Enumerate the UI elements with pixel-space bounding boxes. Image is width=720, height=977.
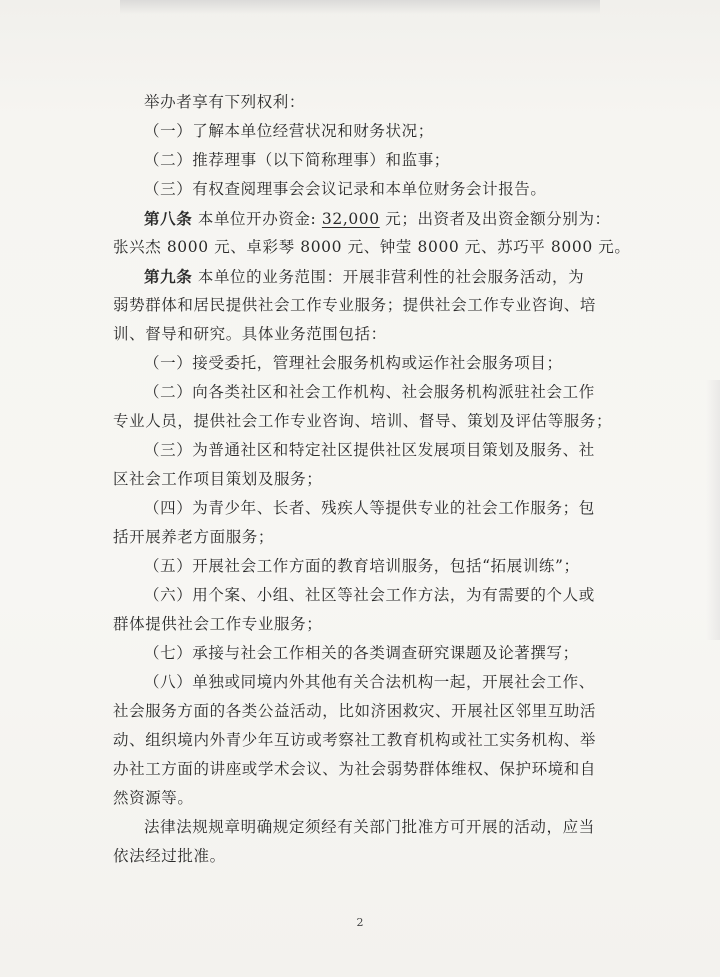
page-number: 2 [356,916,364,929]
article-8-text-cont: 元；出资者及出资金额分别为： [379,210,611,228]
paragraph-line: 然资源等。 [113,789,194,807]
paragraph-line: 弱势群体和居民提供社会工作专业服务；提供社会工作专业咨询、培 [113,296,597,314]
paragraph-line: 动、组织境内外青少年互访或考察社工教育机构或社工实务机构、举 [113,731,597,749]
list-item: （六）用个案、小组、社区等社会工作方法，为有需要的个人或 [144,586,595,604]
paragraph-line: 训、督导和研究。具体业务范围包括： [113,325,387,343]
list-item: （八）单独或同境内外其他有关合法机构一起，开展社会工作、 [144,673,595,691]
paragraph-line: 社会服务方面的各类公益活动，比如济困救灾、开展社区邻里互助活 [113,702,597,720]
list-item: （二）推荐理事（以下简称理事）和监事； [144,151,450,169]
funding-amount: 32,000 [321,210,380,228]
paragraph-line: 举办者享有下列权利： [144,93,306,111]
article-8-line [113,204,613,233]
paragraph-line: 办社工方面的讲座或学术会议、为社会弱势群体维权、保护环境和自 [113,760,597,778]
paragraph-line: 群体提供社会工作专业服务； [113,615,323,633]
list-item: （四）为青少年、长者、残疾人等提供专业的社会工作服务；包 [144,499,595,517]
paragraph-line: 区社会工作项目策划及服务； [113,470,323,488]
list-item: （一）了解本单位经营状况和财务状况； [144,122,434,140]
article-9-heading: 第九条 [144,267,193,286]
scan-bleed-top [120,0,600,14]
list-item: （五）开展社会工作方面的教育培训服务，包括“拓展训练”； [144,557,580,575]
paragraph-line: 张兴杰 8000 元、卓彩琴 8000 元、钟莹 8000 元、苏巧平 8000 元。 [113,238,631,256]
article-8-text: 本单位开办资金: [192,210,322,228]
list-item: （三）有权查阅理事会会议记录和本单位财务会计报告。 [144,180,547,198]
paragraph-line: 括开展养老方面服务； [113,528,275,546]
document-body [113,88,631,871]
paragraph-line: 专业人员，提供社会工作专业咨询、培训、督导、策划及评估等服务； [113,412,613,430]
paragraph-line: 法律法规规章明确规定须经有关部门批准方可开展的活动，应当 [144,818,595,836]
article-9-line [113,262,613,291]
scan-bleed-right [706,380,720,640]
list-item: （七）承接与社会工作相关的各类调查研究课题及论著撰写； [144,644,579,662]
list-item: （二）向各类社区和社会工作机构、社会服务机构派驻社会工作 [144,383,595,401]
article-8-heading: 第八条 [144,209,193,228]
article-9-text: 本单位的业务范围：开展非营利性的社会服务活动，为 [192,268,585,286]
list-item: （三）为普通社区和特定社区提供社区发展项目策划及服务、社 [144,441,595,459]
paragraph-line: 依法经过批准。 [113,847,226,865]
list-item: （一）接受委托，管理社会服务机构或运作社会服务项目； [144,354,563,372]
